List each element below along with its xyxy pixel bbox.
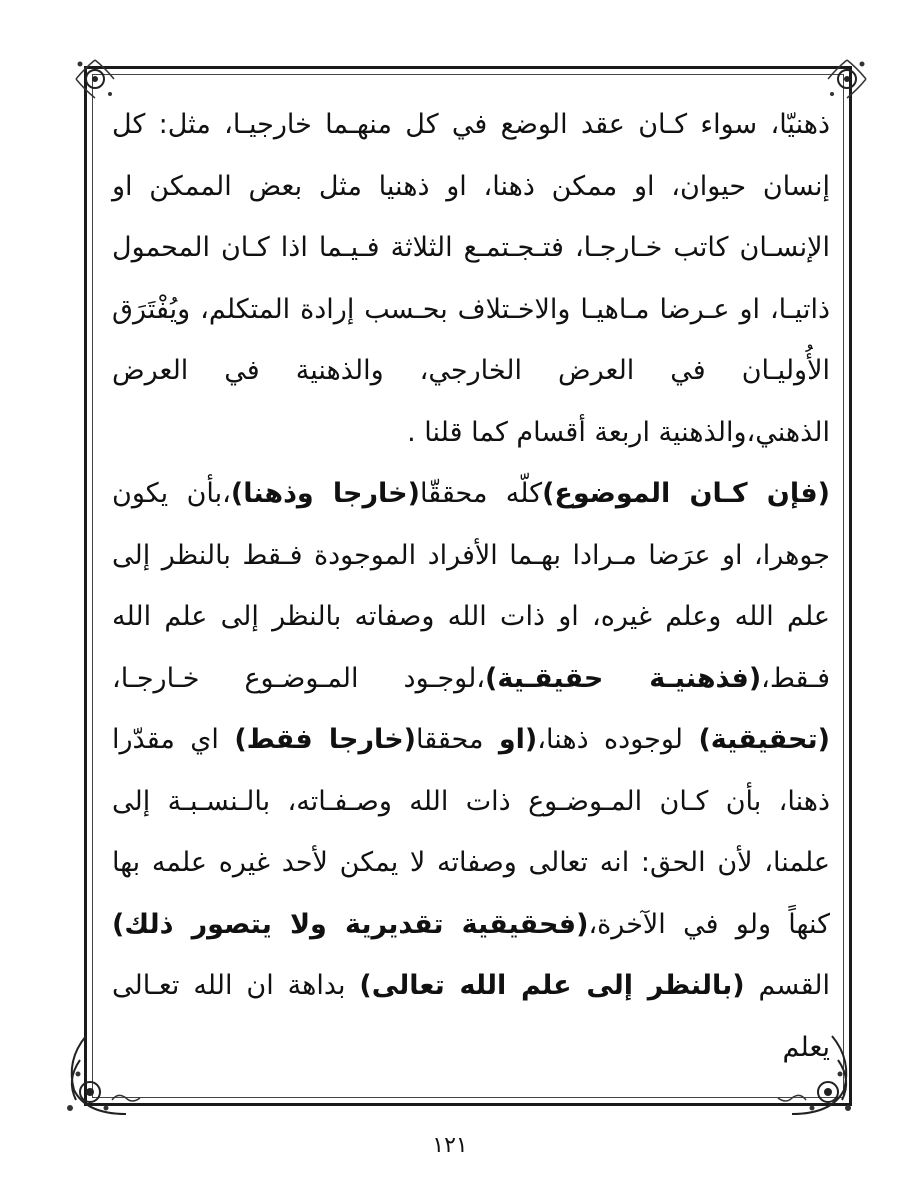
bold-phrase: (خارجا وذهنا) (230, 478, 420, 509)
text-run: اي مقدّرا ذهنا، بأن كـان المـوضـوع ذات الله وصـفـاته، بالـنسـبـة إلى علمنا، لأن الحق: انه تعالى وصفاته لا يمكن لأحد غيره علمه بها كنهاً ولو في الآخرة، (112, 724, 830, 940)
text-run: ،لوجـود المـوضـوع خـارجـا، (112, 662, 486, 694)
bold-phrase: (او (498, 724, 538, 755)
bold-phrase: (تحقيقية) (698, 724, 830, 755)
paragraph-2 (112, 463, 830, 1078)
bold-phrase: (فحقيقية تقديرية ولا يتصور ذلك) (112, 908, 589, 940)
text-run: بداهة ان الله تعـالى يعلم (112, 970, 830, 1063)
page-number: ١٢١ (432, 1133, 468, 1158)
text-run: ،بأن يكون جوهرا، او عرَضا مـرادا بهـما الأفراد الموجودة فـقط بالنظر إلى علم الله وعلم غيره، او ذات الله وصفاته بالنظر إلى علم الله فـقط، (112, 478, 830, 694)
paragraph-1: ذهنيّا، سواء كـان عقد الوضع في كل منهـما خارجيـا، مثل: كل إنسان حيوان، او ممكن ذهنا، او ذهنيا مثل بعض الممكن او الإنسـان كاتب خـارجـا، فتـجـتمـع الثلاثة فـيـما اذا كـان المحمول ذاتيـا، او عـرضا مـاهيـا والاخـتلاف بحـسب إرادة المتكلم، ويُفْتَرَق الأُوليـان في العرض الخارجي، والذهنية في العرض الذهني،والذهنية اربعة أقسام كما قلنا . (112, 109, 830, 448)
text-run: لوجوده ذهنا، (537, 724, 699, 755)
corner-ornament-top-right-icon (824, 56, 870, 102)
text-run: كلّه محققّا (419, 478, 543, 509)
text-run: القسم (744, 970, 830, 1001)
bold-phrase: (فإن كـان الموضوع) (542, 478, 830, 509)
page-body-text (112, 94, 830, 1078)
bold-phrase: (خارجا فقط) (234, 724, 416, 755)
bold-phrase: (بالنظر إلى علم الله تعالى) (359, 970, 745, 1001)
text-run: محققا (416, 724, 499, 755)
bold-phrase: (فذهنيـة حقيقـية) (485, 662, 762, 694)
